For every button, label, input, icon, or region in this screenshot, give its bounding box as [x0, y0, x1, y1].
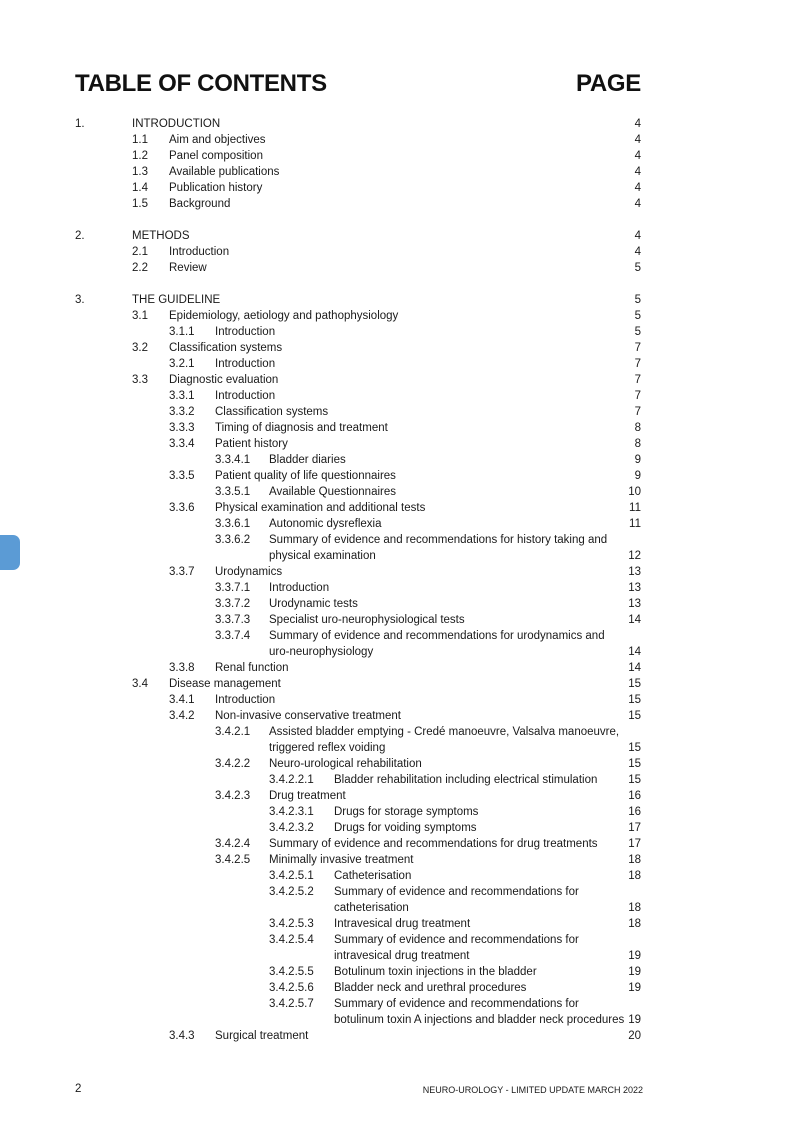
- toc-entry-number: 3.3.7.1: [215, 582, 251, 594]
- toc-entry-number: 3.3.7.3: [215, 614, 251, 626]
- table-of-contents: [0, 116, 793, 1044]
- toc-entry-page: 5: [634, 326, 641, 338]
- toc-entry-number: 3.1.1: [169, 326, 195, 338]
- toc-entry-title: Patient quality of life questionnaires: [215, 470, 396, 482]
- toc-entry-page: 9: [634, 470, 641, 482]
- toc-entry-page: 18: [628, 854, 641, 866]
- toc-entry[interactable]: [0, 1012, 793, 1028]
- toc-entry-title: Introduction: [269, 582, 330, 594]
- toc-entry[interactable]: [0, 548, 793, 564]
- toc-entry[interactable]: [0, 404, 793, 420]
- toc-entry-number: 3.4.2.5.5: [269, 966, 314, 978]
- toc-entry[interactable]: [0, 916, 793, 932]
- toc-entry-page: 20: [628, 1030, 641, 1042]
- toc-entry[interactable]: [0, 468, 793, 484]
- toc-entry-page: 11: [629, 518, 641, 530]
- toc-entry[interactable]: [0, 676, 793, 692]
- toc-entry-page: 18: [628, 918, 641, 930]
- toc-entry-title: Neuro-urological rehabilitation: [269, 758, 422, 770]
- toc-entry-title: Classification systems: [215, 406, 329, 418]
- toc-entry-page: 5: [634, 262, 641, 274]
- toc-entry-number: 3.4.2.5: [215, 854, 251, 866]
- toc-entry-title: Non-invasive conservative treatment: [215, 710, 401, 722]
- toc-entry-title: Review: [169, 262, 207, 274]
- toc-entry-page: 9: [634, 454, 641, 466]
- toc-entry-number: 3.4.2.5.1: [269, 870, 314, 882]
- toc-entry-title: Summary of evidence and recommendations for: [334, 998, 579, 1010]
- toc-entry[interactable]: [0, 660, 793, 676]
- toc-entry-page: 19: [628, 950, 641, 962]
- toc-entry-title: Physical examination and additional tests: [215, 502, 426, 514]
- toc-entry-page: 16: [628, 790, 641, 802]
- toc-entry-title: Aim and objectives: [169, 134, 266, 146]
- toc-entry-title: Botulinum toxin injections in the bladder: [334, 966, 537, 978]
- toc-entry-title: Specialist uro-neurophysiological tests: [269, 614, 465, 626]
- toc-entry-page: 7: [634, 358, 641, 370]
- toc-entry-title: triggered reflex voiding: [269, 742, 386, 754]
- toc-entry-page: 15: [628, 758, 641, 770]
- toc-entry-page: 4: [634, 230, 641, 242]
- toc-entry-number: 3.4.2.3: [215, 790, 251, 802]
- toc-entry-page: 11: [629, 502, 641, 514]
- toc-entry-number: 1.1: [132, 134, 148, 146]
- toc-entry-page: 19: [628, 966, 641, 978]
- toc-entry-title: Publication history: [169, 182, 263, 194]
- toc-entry-number: 1.5: [132, 198, 148, 210]
- toc-entry[interactable]: [0, 964, 793, 980]
- toc-entry[interactable]: [0, 900, 793, 916]
- toc-entry-title: Catheterisation: [334, 870, 412, 882]
- toc-entry-number: 2.1: [132, 246, 148, 258]
- toc-entry-title: Summary of evidence and recommendations for drug treatments: [269, 838, 598, 850]
- toc-entry[interactable]: [0, 804, 793, 820]
- toc-entry-number: 2.: [75, 230, 85, 242]
- toc-entry-page: 8: [634, 438, 641, 450]
- toc-entry-title: Autonomic dysreflexia: [269, 518, 382, 530]
- toc-entry-number: 3.4.2: [169, 710, 195, 722]
- toc-entry[interactable]: [0, 420, 793, 436]
- toc-entry-number: 3.: [75, 294, 85, 306]
- toc-entry-page: 17: [628, 838, 641, 850]
- toc-entry-number: 3.4.2.2.1: [269, 774, 314, 786]
- toc-entry-number: 3.4.3: [169, 1030, 195, 1042]
- toc-entry-title: uro-neurophysiology: [269, 646, 374, 658]
- page-number: 2: [75, 1083, 82, 1095]
- toc-entry-number: 1.3: [132, 166, 148, 178]
- toc-entry-number: 3.3.7.4: [215, 630, 251, 642]
- toc-entry[interactable]: [0, 196, 793, 212]
- toc-entry-title: intravesical drug treatment: [334, 950, 470, 962]
- toc-entry-number: 3.3.3: [169, 422, 195, 434]
- toc-entry[interactable]: [0, 132, 793, 148]
- toc-entry[interactable]: [0, 852, 793, 868]
- toc-entry-page: 4: [634, 182, 641, 194]
- toc-entry-page: 5: [634, 310, 641, 322]
- toc-entry-title: Patient history: [215, 438, 288, 450]
- toc-entry[interactable]: [0, 436, 793, 452]
- toc-entry[interactable]: [0, 516, 793, 532]
- toc-entry-title: Assisted bladder emptying - Credé manoeuvre, Valsalva manoeuvre,: [269, 726, 620, 738]
- toc-entry-page: 14: [628, 646, 641, 658]
- toc-entry-title: Introduction: [215, 358, 276, 370]
- toc-entry-title: INTRODUCTION: [132, 118, 221, 130]
- toc-entry[interactable]: [0, 452, 793, 468]
- toc-entry-number: 3.1: [132, 310, 148, 322]
- toc-entry-page: 14: [628, 662, 641, 674]
- toc-entry-page: 4: [634, 118, 641, 130]
- toc-entry[interactable]: [0, 932, 793, 948]
- toc-entry-number: 3.2: [132, 342, 148, 354]
- toc-entry-page: 8: [634, 422, 641, 434]
- toc-entry-number: 3.4.2.5.4: [269, 934, 314, 946]
- toc-entry-page: 4: [634, 166, 641, 178]
- toc-entry[interactable]: [0, 724, 793, 740]
- toc-entry-number: 3.3.2: [169, 406, 195, 418]
- toc-entry-title: Urodynamic tests: [269, 598, 358, 610]
- toc-entry-number: 3.3.1: [169, 390, 195, 402]
- toc-entry-title: Summary of evidence and recommendations for urodynamics and: [269, 630, 605, 642]
- toc-entry-number: 3.3.6.1: [215, 518, 251, 530]
- page-column-heading: PAGE: [575, 70, 641, 97]
- toc-entry-title: Summary of evidence and recommendations for: [334, 886, 579, 898]
- toc-entry-title: Bladder neck and urethral procedures: [334, 982, 527, 994]
- toc-entry-page: 18: [628, 902, 641, 914]
- toc-entry-number: 3.4.2.5.3: [269, 918, 314, 930]
- toc-entry-page: 13: [628, 582, 641, 594]
- toc-entry[interactable]: [0, 644, 793, 660]
- toc-entry[interactable]: [0, 596, 793, 612]
- toc-entry-page: 10: [628, 486, 641, 498]
- toc-entry[interactable]: [0, 292, 793, 308]
- toc-entry[interactable]: [0, 692, 793, 708]
- toc-entry-title: Background: [169, 198, 231, 210]
- toc-entry[interactable]: [0, 308, 793, 324]
- toc-entry[interactable]: [0, 148, 793, 164]
- toc-entry-title: Introduction: [215, 326, 276, 338]
- toc-entry-number: 3.3.4.1: [215, 454, 251, 466]
- toc-entry-title: Timing of diagnosis and treatment: [215, 422, 388, 434]
- toc-entry-title: Introduction: [215, 694, 276, 706]
- toc-entry-page: 15: [628, 742, 641, 754]
- toc-entry-number: 3.3.5.1: [215, 486, 251, 498]
- toc-entry-title: Summary of evidence and recommendations for history taking and: [269, 534, 608, 546]
- toc-entry-number: 3.4: [132, 678, 148, 690]
- toc-entry-title: physical examination: [269, 550, 376, 562]
- toc-entry-title: Summary of evidence and recommendations for: [334, 934, 579, 946]
- running-footer: NEURO-UROLOGY - LIMITED UPDATE MARCH 2022: [422, 1085, 643, 1095]
- toc-entry-number: 3.4.2.5.7: [269, 998, 314, 1010]
- toc-entry-title: Bladder rehabilitation including electrical stimulation: [334, 774, 598, 786]
- toc-entry-page: 19: [628, 982, 641, 994]
- toc-entry-title: Panel composition: [169, 150, 263, 162]
- toc-entry[interactable]: [0, 324, 793, 340]
- toc-entry-page: 7: [634, 342, 641, 354]
- toc-entry-title: Bladder diaries: [269, 454, 346, 466]
- toc-entry-number: 3.4.2.5.6: [269, 982, 314, 994]
- toc-entry-page: 4: [634, 150, 641, 162]
- toc-entry-page: 17: [628, 822, 641, 834]
- toc-entry[interactable]: [0, 740, 793, 756]
- toc-entry-page: 18: [628, 870, 641, 882]
- toc-entry-page: 13: [628, 566, 641, 578]
- toc-entry[interactable]: [0, 628, 793, 644]
- toc-entry[interactable]: [0, 612, 793, 628]
- toc-entry-number: 3.3.6.2: [215, 534, 251, 546]
- toc-entry-page: 5: [634, 294, 641, 306]
- toc-entry[interactable]: [0, 708, 793, 724]
- toc-entry-number: 3.4.2.4: [215, 838, 251, 850]
- toc-entry[interactable]: [0, 532, 793, 548]
- toc-entry[interactable]: [0, 356, 793, 372]
- toc-entry-title: Available Questionnaires: [269, 486, 397, 498]
- toc-entry-title: Introduction: [169, 246, 230, 258]
- toc-entry-title: Introduction: [215, 390, 276, 402]
- toc-entry-number: 3.3.8: [169, 662, 195, 674]
- toc-entry-page: 19: [628, 1014, 641, 1026]
- toc-entry-title: Renal function: [215, 662, 289, 674]
- side-tab-marker: [0, 535, 20, 570]
- toc-entry-title: Drug treatment: [269, 790, 346, 802]
- toc-entry-title: catheterisation: [334, 902, 409, 914]
- toc-entry[interactable]: [0, 116, 793, 132]
- toc-entry-title: Epidemiology, aetiology and pathophysiology: [169, 310, 399, 322]
- toc-entry[interactable]: [0, 372, 793, 388]
- toc-entry[interactable]: [0, 948, 793, 964]
- toc-entry[interactable]: [0, 564, 793, 580]
- toc-entry[interactable]: [0, 980, 793, 996]
- toc-entry[interactable]: [0, 580, 793, 596]
- toc-entry[interactable]: [0, 164, 793, 180]
- toc-entry-number: 3.3.7.2: [215, 598, 251, 610]
- toc-entry-page: 15: [628, 678, 641, 690]
- toc-entry[interactable]: [0, 820, 793, 836]
- toc-entry-page: 15: [628, 694, 641, 706]
- toc-entry-number: 3.4.2.5.2: [269, 886, 314, 898]
- toc-entry-page: 4: [634, 134, 641, 146]
- toc-entry-title: Surgical treatment: [215, 1030, 309, 1042]
- toc-entry[interactable]: [0, 260, 793, 276]
- toc-entry-title: Drugs for voiding symptoms: [334, 822, 477, 834]
- toc-entry-number: 3.4.1: [169, 694, 195, 706]
- toc-entry-page: 16: [628, 806, 641, 818]
- toc-entry-page: 15: [628, 710, 641, 722]
- toc-entry-number: 3.4.2.1: [215, 726, 251, 738]
- toc-entry-number: 1.4: [132, 182, 148, 194]
- toc-entry-number: 3.4.2.3.2: [269, 822, 314, 834]
- toc-entry-number: 3.4.2.3.1: [269, 806, 314, 818]
- toc-entry[interactable]: [0, 884, 793, 900]
- toc-entry-title: Urodynamics: [215, 566, 283, 578]
- toc-entry[interactable]: [0, 500, 793, 516]
- toc-entry[interactable]: [0, 772, 793, 788]
- toc-entry[interactable]: [0, 996, 793, 1012]
- toc-entry[interactable]: [0, 788, 793, 804]
- toc-entry[interactable]: [0, 180, 793, 196]
- toc-entry-page: 15: [628, 774, 641, 786]
- toc-entry-number: 3.3: [132, 374, 148, 386]
- toc-entry[interactable]: [0, 484, 793, 500]
- toc-entry-page: 4: [634, 246, 641, 258]
- toc-entry-title: Intravesical drug treatment: [334, 918, 471, 930]
- toc-entry-number: 3.3.6: [169, 502, 195, 514]
- toc-heading: TABLE OF CONTENTS: [75, 70, 327, 97]
- toc-entry-title: THE GUIDELINE: [132, 294, 221, 306]
- toc-entry-number: 1.: [75, 118, 85, 130]
- toc-entry-title: Disease management: [169, 678, 281, 690]
- toc-entry-number: 3.3.7: [169, 566, 195, 578]
- toc-entry[interactable]: [0, 868, 793, 884]
- toc-entry-number: 1.2: [132, 150, 148, 162]
- toc-entry-title: Classification systems: [169, 342, 283, 354]
- toc-entry-page: 7: [634, 374, 641, 386]
- toc-entry[interactable]: [0, 388, 793, 404]
- toc-entry-page: 13: [628, 598, 641, 610]
- toc-entry[interactable]: [0, 228, 793, 244]
- toc-entry[interactable]: [0, 1028, 793, 1044]
- toc-entry-title: Drugs for storage symptoms: [334, 806, 479, 818]
- toc-entry-title: Diagnostic evaluation: [169, 374, 279, 386]
- toc-entry-page: 7: [634, 406, 641, 418]
- toc-entry[interactable]: [0, 244, 793, 260]
- toc-entry-title: Minimally invasive treatment: [269, 854, 414, 866]
- toc-entry-number: 3.3.5: [169, 470, 195, 482]
- toc-entry-number: 3.4.2.2: [215, 758, 251, 770]
- toc-entry-number: 2.2: [132, 262, 148, 274]
- toc-entry-title: botulinum toxin A injections and bladder neck procedures: [334, 1014, 625, 1026]
- toc-entry[interactable]: [0, 836, 793, 852]
- toc-entry-number: 3.3.4: [169, 438, 195, 450]
- toc-entry-page: 7: [634, 390, 641, 402]
- toc-entry-title: Available publications: [169, 166, 280, 178]
- toc-entry-number: 3.2.1: [169, 358, 195, 370]
- toc-entry[interactable]: [0, 756, 793, 772]
- toc-entry-page: 4: [634, 198, 641, 210]
- toc-entry[interactable]: [0, 340, 793, 356]
- toc-entry-title: METHODS: [132, 230, 190, 242]
- toc-entry-page: 12: [628, 550, 641, 562]
- toc-entry-page: 14: [628, 614, 641, 626]
